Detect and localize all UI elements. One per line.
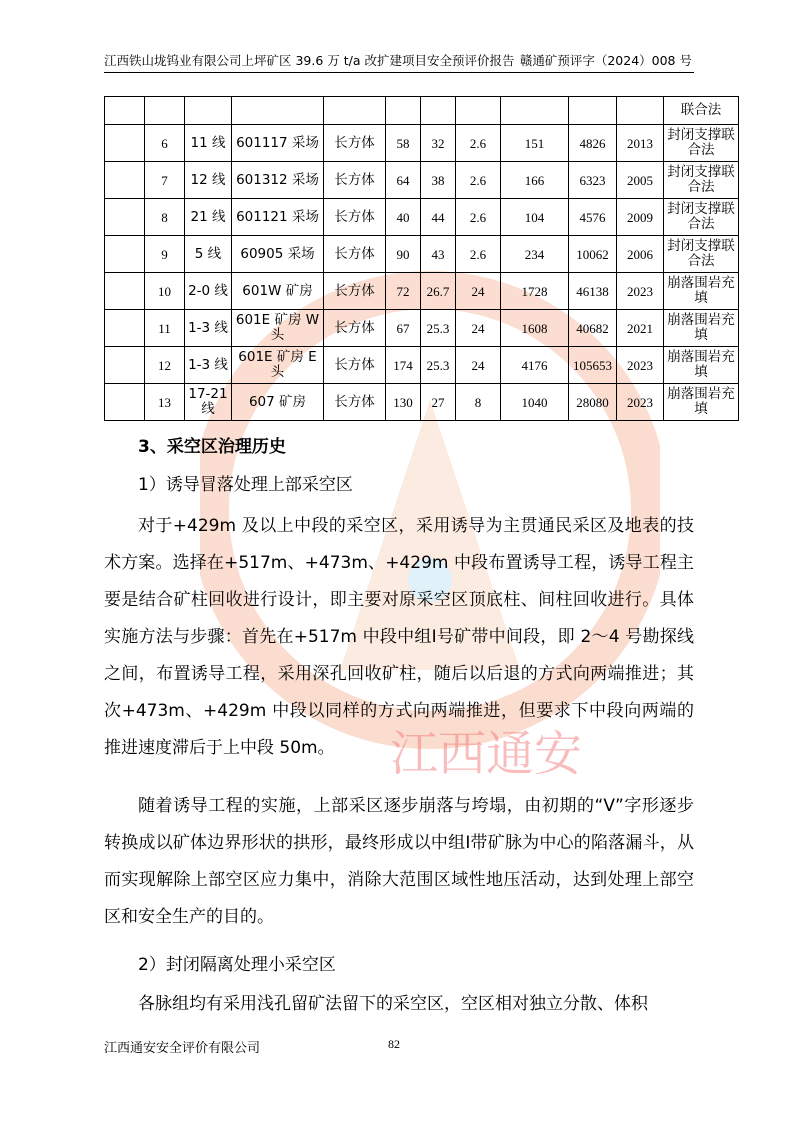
table-cell-c4: 151 — [501, 125, 569, 162]
table-cell-method: 崩落围岩充填 — [664, 384, 739, 421]
table-cell-c2: 44 — [421, 199, 456, 236]
table-cell-c4: 1608 — [501, 310, 569, 347]
table-row — [105, 199, 739, 236]
table-cell-method: 封闭支撑联合法 — [664, 125, 739, 162]
subsection-title-2: 2）封闭隔离处理小采空区 — [138, 955, 336, 975]
table-cell-c2: 27 — [421, 384, 456, 421]
paragraph-1: 对于+429m 及以上中段的采空区，采用诱导为主贯通民采区及地表的技术方案。选择在+517m、+473m、+429m 中段布置诱导工程，诱导工程主要是结合矿柱回收进行设计，即主要对原采空区顶底柱、间柱回收进行。具体实施方法与步骤：首先在+517m 中段中组Ⅰ号矿带中间段，即 2～4 号勘探线之间，布置诱导工程，采用深孔回收矿柱，随后以后退的方式向两端推进；其次+473m、+429m 中段以同样的方式向两端推进，但要求下中段向两端的推进速度滞后于上中段 50m。 — [104, 516, 694, 758]
table-cell-year: 2023 — [617, 347, 664, 384]
table-cell-c1: 40 — [386, 199, 421, 236]
table-cell-name: 601117 采场 — [232, 125, 324, 162]
table-cell-no: 8 — [145, 199, 185, 236]
table-cell-no: 10 — [145, 273, 185, 310]
table-cell-c5: 4576 — [569, 199, 617, 236]
table-cell-method: 崩落围岩充填 — [664, 347, 739, 384]
table-cell-blank — [105, 236, 145, 273]
table-cell-method: 封闭支撑联合法 — [664, 199, 739, 236]
table-cell-c3: 2.6 — [456, 236, 501, 273]
table-cell-year: 2009 — [617, 199, 664, 236]
subsection-title-1: 1）诱导冒落处理上部采空区 — [138, 475, 353, 495]
report-title: 江西铁山垅钨业有限公司上坪矿区 39.6 万 t/a 改扩建项目安全预评价报告 — [104, 53, 515, 68]
table-cell-c5: 46138 — [569, 273, 617, 310]
table-cell-c3: 24 — [456, 310, 501, 347]
table-cell-no: 7 — [145, 162, 185, 199]
table-row — [105, 236, 739, 273]
table-cell-method: 崩落围岩充填 — [664, 273, 739, 310]
table-cell-shape: 长方体 — [324, 199, 386, 236]
paragraph-2-block — [104, 788, 694, 936]
table-cell-year: 2023 — [617, 384, 664, 421]
table-cell-year: 2005 — [617, 162, 664, 199]
table-row — [105, 310, 739, 347]
table-cell-blank — [105, 310, 145, 347]
paragraph-1-block — [104, 508, 694, 767]
table-cell-line: 1-3 线 — [185, 310, 232, 347]
table-cell-c2: 25.3 — [421, 310, 456, 347]
table-cell-c1: 90 — [386, 236, 421, 273]
table-cell-name: 601312 采场 — [232, 162, 324, 199]
table-cell-method: 联合法 — [664, 97, 739, 125]
table-cell-c4: 4176 — [501, 347, 569, 384]
table-cell-c3: 8 — [456, 384, 501, 421]
table-cell-no: 9 — [145, 236, 185, 273]
table-cell-c3: 2.6 — [456, 162, 501, 199]
table-cell-c2: 43 — [421, 236, 456, 273]
table-cell-c2: 26.7 — [421, 273, 456, 310]
goaf-table — [104, 96, 739, 421]
table-cell-c1: 174 — [386, 347, 421, 384]
table-cell-year: 2006 — [617, 236, 664, 273]
table-cell-name: 601121 采场 — [232, 199, 324, 236]
section-title: 3、采空区治理历史 — [138, 437, 286, 457]
table-cell-name: 60905 采场 — [232, 236, 324, 273]
table-cell-name: 601E 矿房 W 头 — [232, 310, 324, 347]
table-cell-c1: 130 — [386, 384, 421, 421]
table-cell-year: 2021 — [617, 310, 664, 347]
paragraph-3: 各脉组均有采用浅孔留矿法留下的采空区，空区相对独立分散、体积 — [138, 994, 648, 1014]
table-cell-c1: 58 — [386, 125, 421, 162]
table-cell-c5: 105653 — [569, 347, 617, 384]
table-cell-c1: 67 — [386, 310, 421, 347]
page-number: 82 — [388, 1037, 400, 1051]
table-cell-method: 封闭支撑联合法 — [664, 236, 739, 273]
table-cell-line: 12 线 — [185, 162, 232, 199]
table-cell-blank — [105, 384, 145, 421]
table-row — [105, 97, 739, 125]
table-cell-c2: 32 — [421, 125, 456, 162]
table-cell-name: 601E 矿房 E 头 — [232, 347, 324, 384]
table-row — [105, 125, 739, 162]
table-cell-shape: 长方体 — [324, 310, 386, 347]
table-cell-shape: 长方体 — [324, 162, 386, 199]
table-cell-line: 17-21 线 — [185, 384, 232, 421]
table-cell-line: 21 线 — [185, 199, 232, 236]
table-cell-blank — [105, 125, 145, 162]
table-cell-shape: 长方体 — [324, 273, 386, 310]
table-row — [105, 273, 739, 310]
table-cell-c5: 6323 — [569, 162, 617, 199]
table-cell-name: 607 矿房 — [232, 384, 324, 421]
table-cell-no: 13 — [145, 384, 185, 421]
table-cell-c4: 1040 — [501, 384, 569, 421]
table-cell-c4: 104 — [501, 199, 569, 236]
table-cell-method: 封闭支撑联合法 — [664, 162, 739, 199]
document-number: 赣通矿预评字（2024）008 号 — [519, 53, 692, 68]
table-cell-blank — [105, 273, 145, 310]
table-cell-no: 11 — [145, 310, 185, 347]
table-cell-line: 5 线 — [185, 236, 232, 273]
table-row — [105, 162, 739, 199]
watermark-brand: 江西通安 — [390, 726, 583, 782]
table-row — [105, 347, 739, 384]
table-cell-c1: 72 — [386, 273, 421, 310]
table-cell-shape: 长方体 — [324, 236, 386, 273]
paragraph-2: 随着诱导工程的实施，上部采区逐步崩落与垮塌，由初期的“V”字形逐步转换成以矿体边界形状的拱形，最终形成以中组Ⅰ带矿脉为中心的陷落漏斗，从而实现解除上部空区应力集中，消除大范围区域性地压活动，达到处理上部空区和安全生产的目的。 — [104, 796, 694, 927]
table-cell-shape: 长方体 — [324, 125, 386, 162]
table-cell-c5: 40682 — [569, 310, 617, 347]
table-cell-c4: 166 — [501, 162, 569, 199]
footer-company: 江西通安安全评价有限公司 — [104, 1041, 261, 1056]
table-cell-c3: 2.6 — [456, 125, 501, 162]
table-cell-c4: 1728 — [501, 273, 569, 310]
table-cell-c5: 28080 — [569, 384, 617, 421]
table-cell-c5: 4826 — [569, 125, 617, 162]
table-cell-c1: 64 — [386, 162, 421, 199]
table-cell-line: 2-0 线 — [185, 273, 232, 310]
table-cell-blank — [105, 347, 145, 384]
table-cell-no: 12 — [145, 347, 185, 384]
table-cell-line: 11 线 — [185, 125, 232, 162]
table-cell-method: 崩落围岩充填 — [664, 310, 739, 347]
table-cell-year: 2023 — [617, 273, 664, 310]
table-cell-c2: 25.3 — [421, 347, 456, 384]
table-cell-year: 2013 — [617, 125, 664, 162]
table-cell-c2: 38 — [421, 162, 456, 199]
table-cell-line: 1-3 线 — [185, 347, 232, 384]
page-header — [104, 50, 694, 73]
table-cell-c3: 24 — [456, 273, 501, 310]
table-cell-c4: 234 — [501, 236, 569, 273]
table-cell-no: 6 — [145, 125, 185, 162]
table-cell-blank — [105, 162, 145, 199]
table-cell-blank — [105, 199, 145, 236]
table-cell-name: 601W 矿房 — [232, 273, 324, 310]
table-cell-c3: 2.6 — [456, 199, 501, 236]
table-cell-shape: 长方体 — [324, 347, 386, 384]
table-cell-shape: 长方体 — [324, 384, 386, 421]
table-cell-c5: 10062 — [569, 236, 617, 273]
paragraph-3-block — [104, 986, 694, 1023]
table-cell-c3: 24 — [456, 347, 501, 384]
table-row — [105, 384, 739, 421]
